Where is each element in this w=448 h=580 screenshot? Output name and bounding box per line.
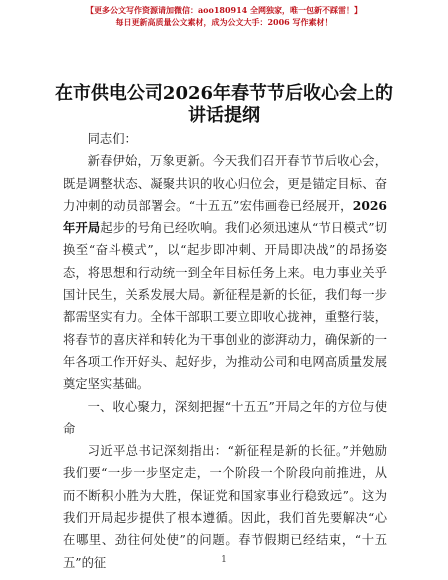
- promo-line-1: 【更多公文写作资源请加微信：aoo180914 全网独家，唯一包新不踩雷！】: [85, 5, 363, 15]
- paragraph-section1: 习近平总书记深刻指出：“新征程是新的长征。”并勉励我们要“一步一步坚定走，一个阶段一个阶段向前推进，从而不断积小胜为大胜，保证党和国家事业行稳致远”。这为我们开局起步提供了根本遵循。因此，我们首先要解决“心在哪里、劲往何处使”的问题。春节假期已经结束，“十五五”的征: [63, 444, 387, 570]
- paragraph-intro: [63, 150, 387, 395]
- section-heading-1: 一、收心聚力，深刻把握“十五五”开局之年的方位与使命: [63, 399, 387, 436]
- greeting-text: 同志们：: [87, 132, 137, 146]
- greeting: [63, 128, 387, 150]
- document-body: [63, 128, 387, 574]
- promo-line-2: 每日更新高质量公文素材，成为公文大手：2006 写作素材！: [115, 17, 333, 27]
- paragraph-intro-part2: 起步的号角已经吹响。我们必须迅速从“节日模式”切换至“奋斗模式”，以“起步即冲刺、开局即决战”的昂扬姿态，将思想和行动统一到全年目标任务上来。电力事业关乎国计民生，关系发展大局。新征程是新的长征，我们每一步都需坚实有力。全体干部职工要立即收心拢神，重整行装，将春节的喜庆祥和转化为干事创业的澎湃动力，确保新的一年各项工作开好头、起好步，为推动公司和电网高质量发展奠定坚实基础。: [63, 221, 387, 392]
- page-number: 1: [221, 555, 227, 565]
- promo-banner: [0, 4, 448, 28]
- document-title: 在市供电公司2026年春节节后收心会上的讲话提纲: [54, 83, 394, 126]
- paragraph-intro-bold: 2026年开局: [63, 197, 387, 236]
- paragraph-intro-part1: 新春伊始，万象更新。今天我们召开春节节后收心会，既是调整状态、凝聚共识的收心归位会，更是锚定目标、奋力冲刺的动员部署会。“十五五”宏伟画卷已经展开，: [63, 154, 387, 213]
